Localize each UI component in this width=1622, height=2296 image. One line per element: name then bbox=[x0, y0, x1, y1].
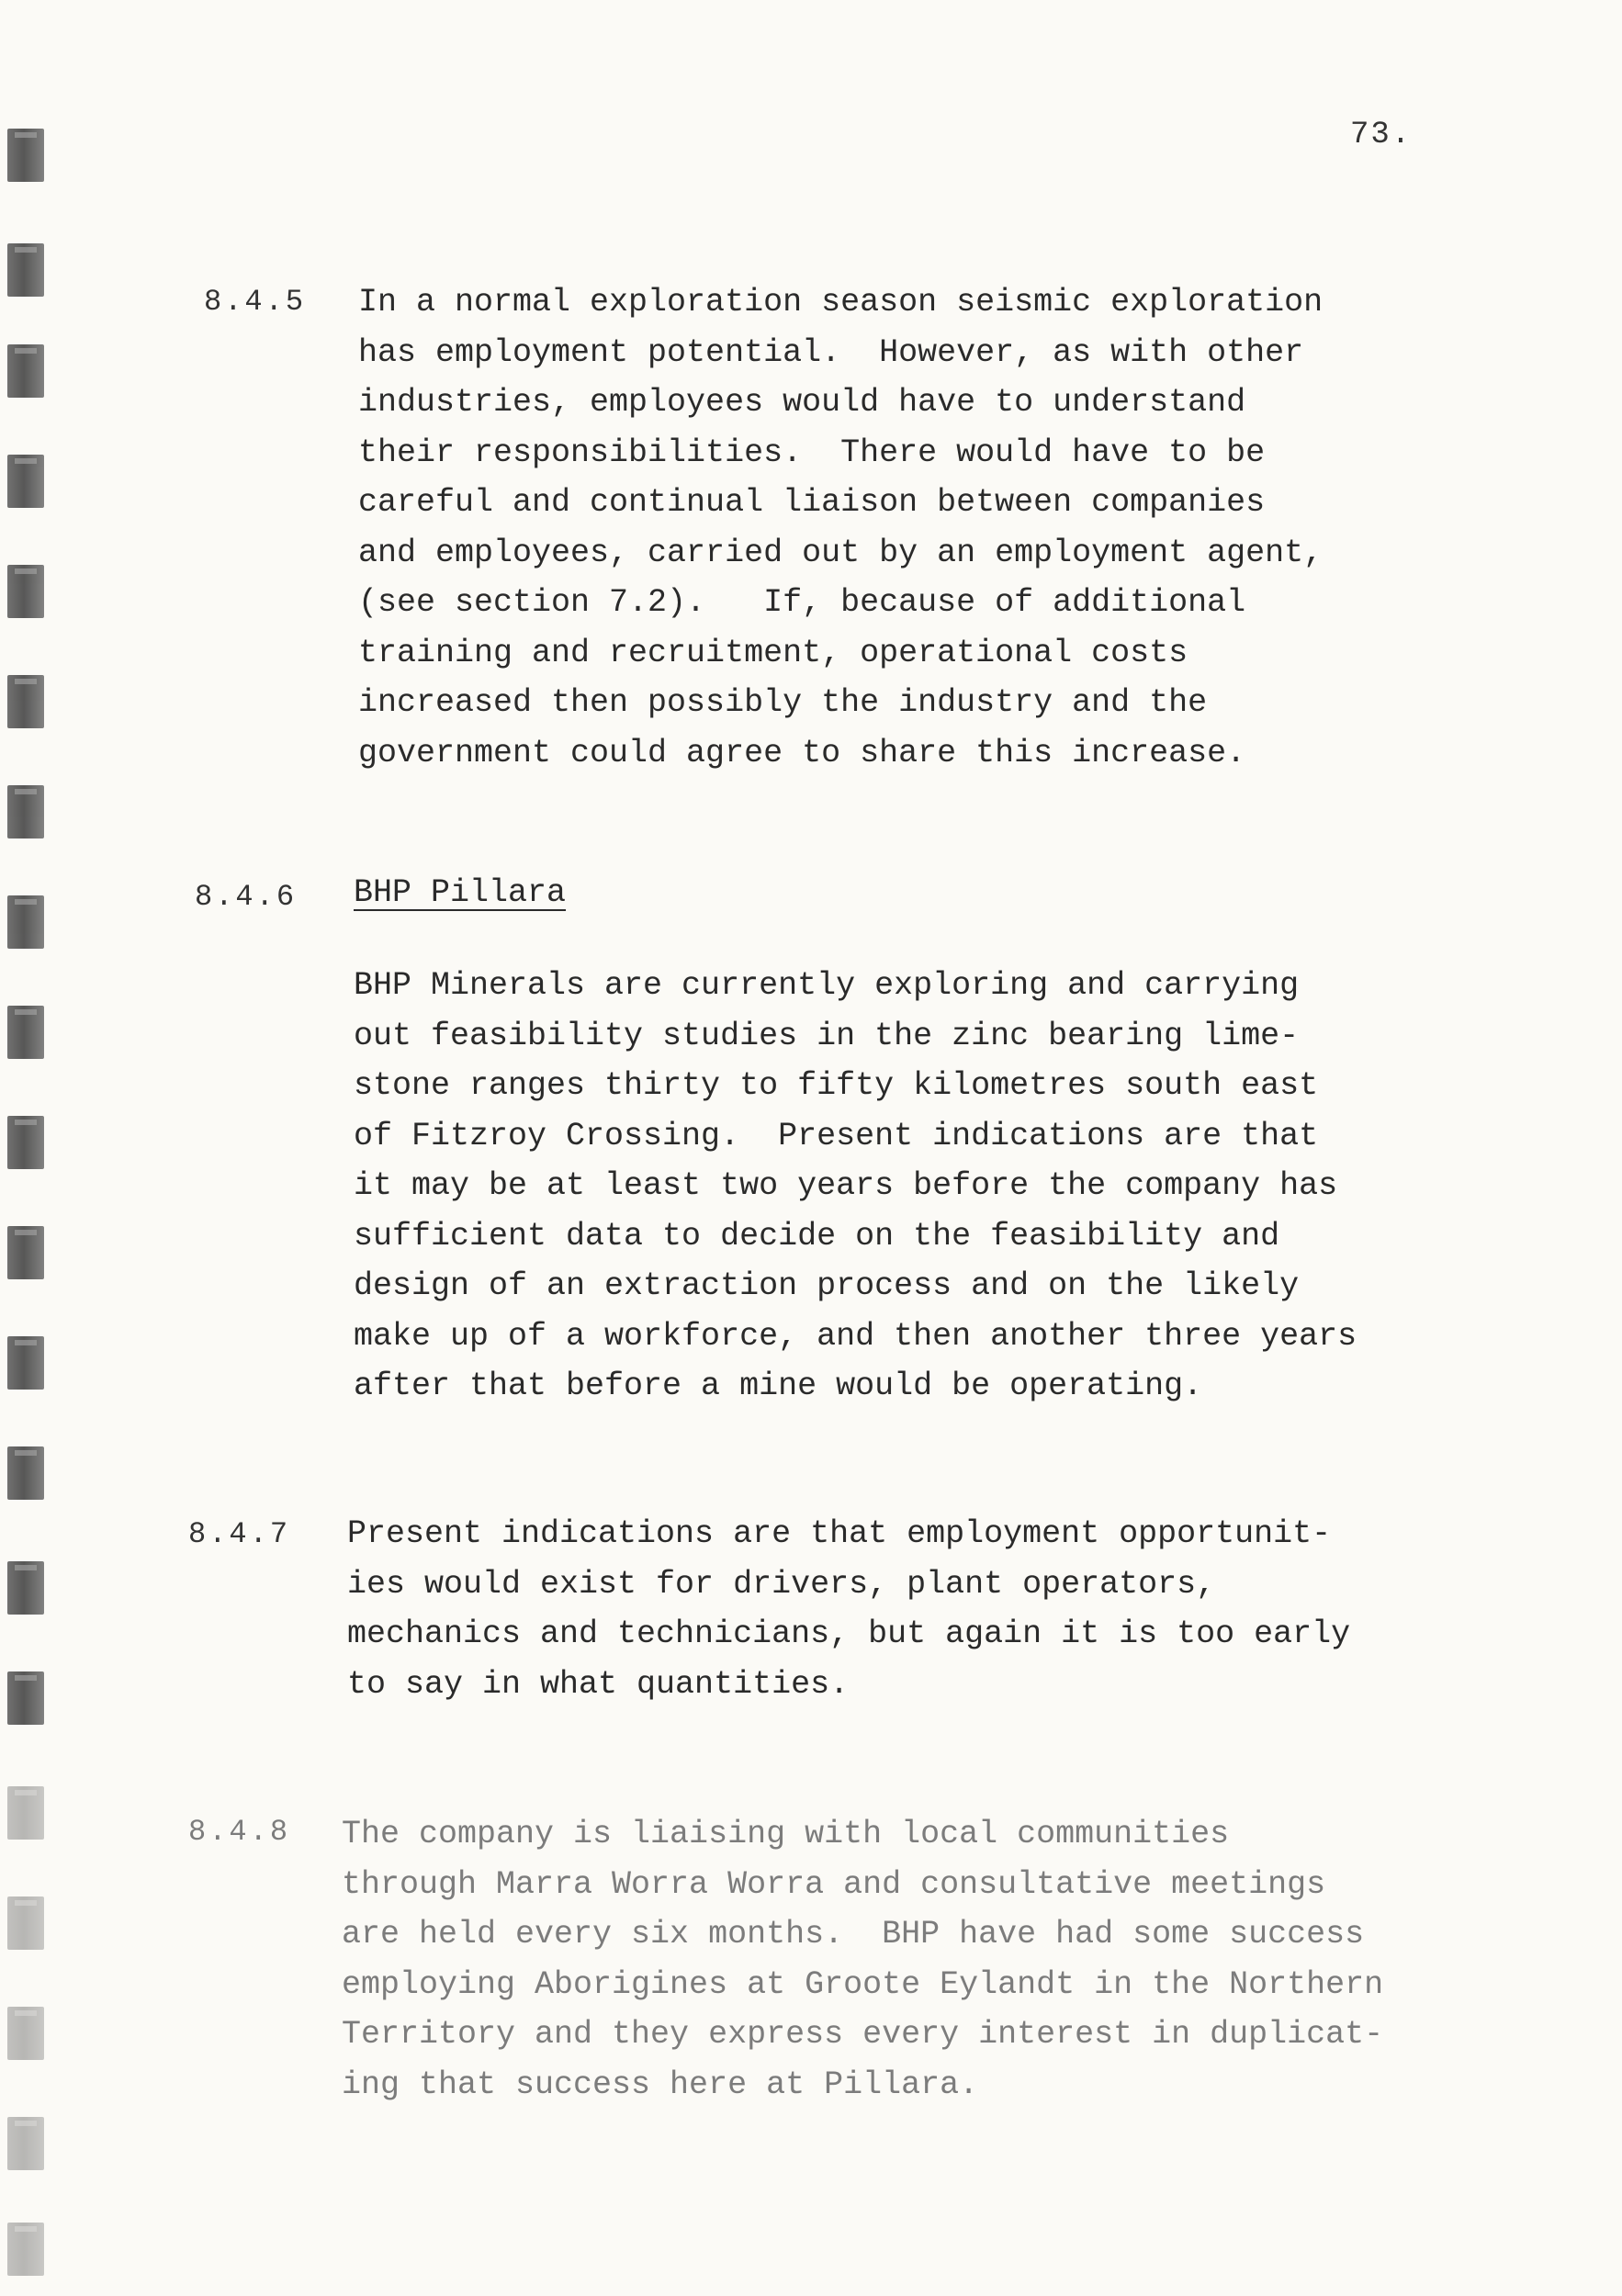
text-line: industries, employees would have to understand bbox=[358, 384, 1246, 421]
binding-hole bbox=[7, 1671, 44, 1725]
text-line: it may be at least two years before the company has bbox=[354, 1167, 1338, 1204]
text-line: training and recruitment, operational costs bbox=[358, 634, 1188, 671]
binding-hole bbox=[7, 1116, 44, 1169]
binding-hole bbox=[7, 129, 44, 182]
text-line: ing that success here at Pillara. bbox=[342, 2065, 979, 2103]
text-line: of Fitzroy Crossing. Present indications are that bbox=[354, 1117, 1319, 1154]
section-number: 8.4.6 bbox=[195, 880, 298, 914]
binding-hole bbox=[7, 1006, 44, 1059]
text-line: out feasibility studies in the zinc bearing lime- bbox=[354, 1017, 1300, 1054]
text-line: careful and continual liaison between companies bbox=[358, 484, 1266, 521]
section-number: 8.4.7 bbox=[188, 1517, 291, 1551]
text-line: design of an extraction process and on the likely bbox=[354, 1267, 1300, 1304]
section-paragraph bbox=[347, 1509, 1350, 1709]
text-line: increased then possibly the industry and the bbox=[358, 684, 1208, 721]
binding-hole bbox=[7, 1786, 44, 1840]
binding-hole bbox=[7, 2223, 44, 2276]
text-line: (see section 7.2). If, because of additional bbox=[358, 584, 1246, 621]
binding-hole bbox=[7, 675, 44, 728]
text-line: to say in what quantities. bbox=[347, 1665, 850, 1703]
section-paragraph bbox=[354, 961, 1357, 1412]
text-line: are held every six months. BHP have had some success bbox=[342, 1916, 1365, 1953]
text-line: BHP Minerals are currently exploring and carrying bbox=[354, 967, 1300, 1004]
binding-hole bbox=[7, 785, 44, 838]
binding-hole bbox=[7, 1226, 44, 1279]
section-number: 8.4.8 bbox=[188, 1815, 291, 1849]
binding-hole bbox=[7, 565, 44, 618]
binding-hole bbox=[7, 1336, 44, 1390]
page-number: 73. bbox=[1350, 118, 1413, 152]
text-line: employing Aborigines at Groote Eylandt in the Northern bbox=[342, 1965, 1384, 2003]
text-line: their responsibilities. There would have to be bbox=[358, 433, 1266, 471]
binding-hole bbox=[7, 243, 44, 297]
text-line: stone ranges thirty to fifty kilometres south east bbox=[354, 1067, 1319, 1104]
text-line: The company is liaising with local communities bbox=[342, 1816, 1230, 1852]
section-number: 8.4.5 bbox=[204, 285, 307, 319]
text-line: ies would exist for drivers, plant operators, bbox=[347, 1565, 1216, 1603]
binding-hole bbox=[7, 1561, 44, 1615]
section-heading: BHP Pillara bbox=[354, 874, 567, 911]
text-line: sufficient data to decide on the feasibility and bbox=[354, 1217, 1280, 1255]
binding-hole bbox=[7, 895, 44, 949]
binding-hole bbox=[7, 2007, 44, 2060]
text-line: mechanics and technicians, but again it is too early bbox=[347, 1615, 1351, 1652]
binding-hole bbox=[7, 455, 44, 508]
text-line: through Marra Worra Worra and consultative meetings bbox=[342, 1865, 1326, 1903]
section-paragraph bbox=[358, 277, 1323, 778]
text-line: has employment potential. However, as with other bbox=[358, 333, 1304, 371]
text-line: after that before a mine would be operating. bbox=[354, 1367, 1203, 1404]
binding-hole bbox=[7, 1446, 44, 1500]
binding-hole bbox=[7, 344, 44, 398]
binding-hole bbox=[7, 2117, 44, 2170]
section-paragraph bbox=[342, 1809, 1383, 2110]
binding-holes bbox=[0, 0, 64, 2296]
text-line: make up of a workforce, and then another three years bbox=[354, 1317, 1357, 1355]
binding-hole bbox=[7, 1896, 44, 1950]
text-line: In a normal exploration season seismic exploration bbox=[358, 284, 1324, 321]
text-line: and employees, carried out by an employment agent, bbox=[358, 534, 1324, 571]
text-line: government could agree to share this increase. bbox=[358, 734, 1246, 771]
text-line: Present indications are that employment opportunit- bbox=[347, 1515, 1332, 1552]
text-line: Territory and they express every interest in duplicat- bbox=[342, 2016, 1384, 2053]
